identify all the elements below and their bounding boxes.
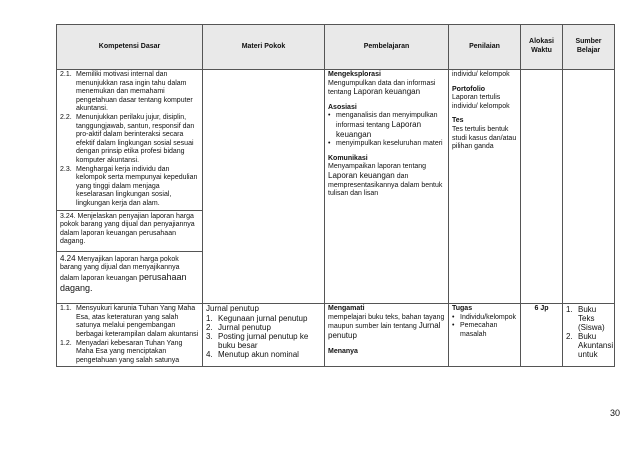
penilaian-text: Laporan tertulis individu/ kelompok xyxy=(452,94,510,110)
header-alokasi-waktu: Alokasi Waktu xyxy=(521,25,563,70)
bullet-item xyxy=(328,112,445,140)
materi-title: Jurnal penutup xyxy=(206,304,259,314)
kd-number: 2.1. xyxy=(60,71,72,78)
sumber-cell xyxy=(563,70,615,304)
header-penilaian: Penilaian xyxy=(449,25,521,70)
page-number: 30 xyxy=(609,408,620,418)
bullet-text: Pemecahan masalah xyxy=(460,322,498,339)
bullet-icon: • xyxy=(328,112,331,120)
pembelajaran-text xyxy=(328,163,445,198)
kd-item xyxy=(60,166,199,209)
syllabus-table xyxy=(56,24,615,367)
materi-number: 4. xyxy=(206,349,213,359)
materi-cell xyxy=(203,70,325,304)
kd-text: Memiliki motivasi internal dan menunjukkan rasa ingin tahu dalam menemukan dan memahami pengetahuan dasar tentang komputer akuntansi. xyxy=(76,71,193,113)
materi-number: 2. xyxy=(206,322,213,332)
penilaian-text: Tes tertulis bentuk studi kasus dan/atau pilihan ganda xyxy=(452,125,517,151)
kd-text: Menyadari kebesaran Tuhan Yang Maha Esa yang menciptakan pengetahuan yang salah satunya xyxy=(76,339,183,364)
materi-number: 1. xyxy=(206,313,213,323)
table-row xyxy=(57,70,615,304)
bullet-icon: • xyxy=(452,313,455,321)
penilaian-text: individu/ kelompok xyxy=(452,71,510,78)
bullet-text xyxy=(336,112,445,140)
pembelajaran-cell xyxy=(325,304,449,367)
kd-4-24 xyxy=(57,251,202,302)
penilaian-heading: Tugas xyxy=(452,305,473,313)
materi-item xyxy=(206,314,321,323)
pembelajaran-text-part: Menyampaikan laporan tentang xyxy=(328,163,427,171)
header-pembelajaran: Pembelajaran xyxy=(325,25,449,70)
pembelajaran-text-emph: Laporan keuangan xyxy=(353,87,421,97)
kd-cell xyxy=(57,70,203,304)
header-materi-pokok: Materi Pokok xyxy=(203,25,325,70)
materi-item xyxy=(206,332,321,350)
kd-3-24 xyxy=(57,210,202,250)
kd-4-24-number: 4.24 xyxy=(60,253,76,263)
sumber-item xyxy=(566,305,611,332)
bullet-text-emph: Laporan keuangan xyxy=(336,119,422,139)
kd-cell xyxy=(57,304,203,367)
penilaian-heading: Portofolio xyxy=(452,85,486,93)
bullet-text-part: menganalisis dan menyimpulkan informasi tentang xyxy=(336,112,438,129)
materi-cell xyxy=(203,304,325,367)
materi-number: 3. xyxy=(206,331,213,341)
bullet-icon: • xyxy=(452,322,455,330)
bullet-icon: • xyxy=(328,140,331,148)
pembelajaran-heading: Mengamati xyxy=(328,305,365,313)
pembelajaran-text xyxy=(328,80,445,98)
kd-number: 1.1. xyxy=(60,305,72,313)
penilaian-cell xyxy=(449,70,521,304)
kd-4-24-tail: perusahaan dagang. xyxy=(60,272,187,293)
penilaian-heading: Tes xyxy=(452,117,464,125)
sumber-cell xyxy=(563,304,615,367)
pembelajaran-heading: Mengeksplorasi xyxy=(328,71,381,78)
pembelajaran-text-part: Mengumpulkan data dan informasi tentang xyxy=(328,79,436,97)
sumber-item xyxy=(566,332,614,360)
materi-item xyxy=(206,323,321,332)
pembelajaran-text-emph: Jurnal penutup xyxy=(328,321,441,341)
kd-text: Mensyukuri karunia Tuhan Yang Maha Esa, atas keteraturan yang salah satunya melalui pengembangan berbagai keterampilan dalam akuntansi xyxy=(76,305,199,339)
kd-number: 2.2. xyxy=(60,113,72,121)
header-sumber-belajar: Sumber Belajar xyxy=(563,25,615,70)
kd-item xyxy=(60,305,199,339)
kd-item xyxy=(60,71,199,114)
kd-number: 1.2. xyxy=(60,339,72,347)
materi-text: Menutup akun nominal xyxy=(218,349,299,359)
sumber-text: Buku Akuntansi untuk xyxy=(578,332,614,360)
pembelajaran-heading: Menanya xyxy=(328,347,358,355)
kd-item xyxy=(60,340,199,366)
kd-text: Menghargai kerja individu dan kelompok serta mempunyai kepedulian yang tinggi dalam menjaga keselarasan lingkungan sosial, lingkungan kerja dan alam. xyxy=(76,165,198,207)
table-header-row xyxy=(57,25,615,70)
pembelajaran-text-part: dan mempresentasikannya dalam bentuk tulisan dan lisan xyxy=(328,172,443,198)
materi-item xyxy=(206,350,321,359)
pembelajaran-text-part: mempelajari buku teks, bahan tayang maupun sumber lain tentang xyxy=(328,313,445,331)
bullet-item xyxy=(328,140,445,149)
materi-text: Kegunaan jurnal penutup xyxy=(218,313,308,323)
kd-4-24-text: Menyajikan laporan harga pokok barang yang dijual dan menyajikannya dalam laporan keuangan xyxy=(60,255,180,283)
pembelajaran-text xyxy=(328,314,445,342)
bullet-text: Individu/kelompok xyxy=(460,313,517,321)
bullet-item xyxy=(452,322,517,339)
bullet-text: menyimpulkan keseluruhan materi xyxy=(336,140,443,148)
kd-item xyxy=(60,114,199,166)
pembelajaran-text-emph: Laporan keuangan xyxy=(328,170,395,180)
alokasi-cell: 6 Jp xyxy=(521,304,563,367)
materi-text: Posting jurnal penutup ke buku besar xyxy=(218,331,309,350)
kd-number: 2.3. xyxy=(60,165,72,173)
alokasi-cell xyxy=(521,70,563,304)
penilaian-cell xyxy=(449,304,521,367)
header-kompetensi-dasar: Kompetensi Dasar xyxy=(57,25,203,70)
sumber-text: Buku Teks (Siswa) xyxy=(578,305,605,333)
materi-text: Jurnal penutup xyxy=(218,322,271,332)
sumber-number: 1. xyxy=(566,305,573,315)
pembelajaran-cell xyxy=(325,70,449,304)
table-row xyxy=(57,304,615,367)
bullet-item xyxy=(452,314,517,323)
kd-text: Menunjukkan perilaku jujur, disiplin, tanggungjawab, santun, responsif dan pro-aktif dalam berinteraksi secara efektif dalam lingkungan sosial sesuai dengan prinsip etika profesi bidang komputer akuntansi. xyxy=(76,113,195,164)
pembelajaran-heading: Asosiasi xyxy=(328,103,357,111)
pembelajaran-heading: Komunikasi xyxy=(328,154,368,162)
kd-3-24-text: 3.24. Menjelaskan penyajian laporan harga pokok barang yang dijual dan penyajiannya dalam laporan keuangan perusahaan dagang. xyxy=(60,212,195,246)
sumber-number: 2. xyxy=(566,332,573,342)
